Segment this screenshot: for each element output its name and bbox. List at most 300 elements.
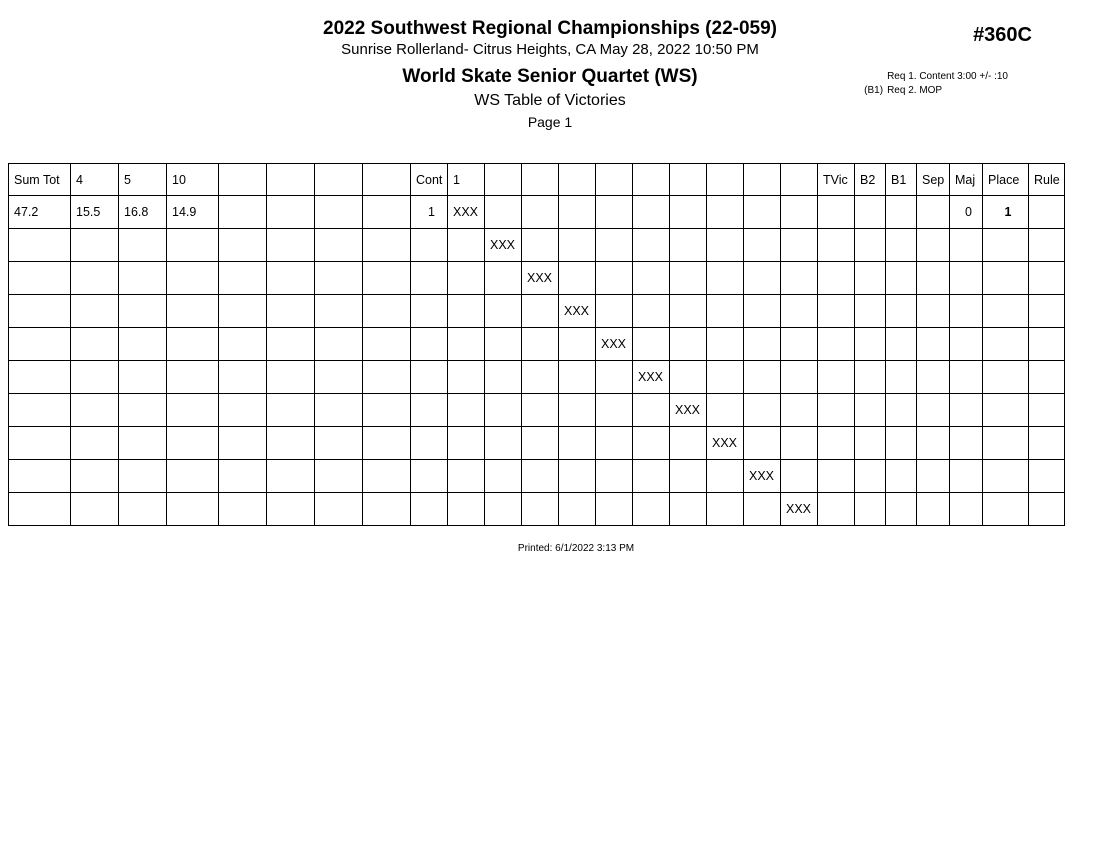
cell-place [983,493,1029,526]
cell-j10 [167,361,219,394]
cell-p3 [522,460,559,493]
column-header-rule: Rule [1029,164,1065,196]
cell-p1 [448,361,485,394]
column-header-cont: Cont [411,164,448,196]
cell-b2 [855,460,886,493]
cell-cont [411,229,448,262]
cell-p6 [633,328,670,361]
cell-j4 [71,460,119,493]
cell-p9 [744,328,781,361]
table-row [9,493,1065,526]
column-header-p4 [559,164,596,196]
cell-p2 [485,196,522,229]
cell-c5 [219,394,267,427]
requirement-line-1 [859,70,1008,84]
cell-c8 [363,229,411,262]
cell-j10 [167,328,219,361]
table-of-victories [8,163,1065,526]
cell-sep [917,460,950,493]
column-header-p5 [596,164,633,196]
competition-title: 2022 Southwest Regional Championships (22-059) [323,18,777,39]
cell-maj [950,229,983,262]
cell-cont [411,328,448,361]
cell-p3 [522,328,559,361]
cell-place [983,295,1029,328]
cell-c6 [267,295,315,328]
cell-p5 [596,196,633,229]
page-label: Page 1 [527,114,573,130]
cell-tvic [818,262,855,295]
column-header-c5 [219,164,267,196]
cell-rule [1029,196,1065,229]
cell-sum_tot [9,262,71,295]
cell-maj [950,262,983,295]
cell-c7 [315,295,363,328]
cell-p1 [448,427,485,460]
cell-p10 [781,196,818,229]
cell-j10 [167,493,219,526]
cell-c6 [267,328,315,361]
cell-place [983,328,1029,361]
cell-c8 [363,328,411,361]
cell-j10 [167,295,219,328]
cell-p10 [781,394,818,427]
cell-p10 [781,427,818,460]
column-header-j4: 4 [71,164,119,196]
cell-c5 [219,229,267,262]
cell-p3 [522,394,559,427]
cell-c5 [219,196,267,229]
cell-j4 [71,229,119,262]
cell-c8 [363,196,411,229]
cell-p8 [707,460,744,493]
table-row [9,262,1065,295]
cell-rule [1029,427,1065,460]
cell-rule [1029,460,1065,493]
cell-p7 [670,460,707,493]
cell-c5 [219,493,267,526]
cell-j5 [119,361,167,394]
cell-j5 [119,262,167,295]
cell-cont [411,493,448,526]
cell-b1 [886,328,917,361]
cell-j4 [71,493,119,526]
cell-c5 [219,460,267,493]
cell-rule [1029,361,1065,394]
cell-p9 [744,493,781,526]
cell-cont [411,460,448,493]
cell-p2 [485,328,522,361]
cell-maj: 0 [950,196,983,229]
cell-p1 [448,460,485,493]
cell-p5 [596,262,633,295]
cell-j4: 15.5 [71,196,119,229]
cell-p7: XXX [670,394,707,427]
cell-p7 [670,196,707,229]
cell-p1 [448,295,485,328]
requirement-1-text: Req 1. Content 3:00 +/- :10 [887,71,1008,82]
cell-tvic [818,493,855,526]
cell-b2 [855,262,886,295]
column-header-c7 [315,164,363,196]
cell-p9 [744,262,781,295]
cell-p5 [596,493,633,526]
cell-cont [411,361,448,394]
cell-p4 [559,493,596,526]
cell-p2 [485,493,522,526]
cell-sum_tot [9,229,71,262]
cell-p5 [596,460,633,493]
cell-rule [1029,394,1065,427]
cell-p4 [559,460,596,493]
cell-p7 [670,361,707,394]
column-header-p10 [781,164,818,196]
cell-p5 [596,394,633,427]
cell-sep [917,229,950,262]
cell-tvic [818,460,855,493]
column-header-sep: Sep [917,164,950,196]
cell-b2 [855,427,886,460]
cell-c8 [363,493,411,526]
cell-maj [950,427,983,460]
cell-b1 [886,427,917,460]
cell-c8 [363,295,411,328]
cell-maj [950,460,983,493]
cell-p10 [781,295,818,328]
column-header-j5: 5 [119,164,167,196]
column-header-p9 [744,164,781,196]
printed-footer [0,543,1100,554]
cell-p6 [633,493,670,526]
cell-b1 [886,196,917,229]
cell-p2 [485,427,522,460]
cell-c6 [267,229,315,262]
cell-p1 [448,328,485,361]
cell-p4 [559,394,596,427]
cell-c6 [267,394,315,427]
requirements-block [859,70,1008,98]
cell-sep [917,427,950,460]
cell-c8 [363,460,411,493]
report-subtitle: WS Table of Victories [474,92,626,109]
cell-sep [917,262,950,295]
cell-c8 [363,361,411,394]
table-row [9,460,1065,493]
cell-j10 [167,460,219,493]
table-row [9,394,1065,427]
cell-c7 [315,229,363,262]
cell-rule [1029,229,1065,262]
cell-j10 [167,427,219,460]
heat-number: #360C [973,24,1032,46]
cell-p7 [670,493,707,526]
cell-c6 [267,361,315,394]
cell-p6 [633,427,670,460]
cell-p6 [633,262,670,295]
column-header-p1: 1 [448,164,485,196]
cell-b1 [886,295,917,328]
cell-p10 [781,229,818,262]
table-row [9,229,1065,262]
column-header-sum_tot: Sum Tot [9,164,71,196]
cell-p7 [670,262,707,295]
column-header-p6 [633,164,670,196]
column-header-p2 [485,164,522,196]
cell-p6 [633,229,670,262]
cell-j5 [119,394,167,427]
cell-c7 [315,196,363,229]
cell-p1 [448,493,485,526]
cell-p10: XXX [781,493,818,526]
cell-place [983,361,1029,394]
cell-j5 [119,427,167,460]
cell-p6 [633,196,670,229]
cell-p1 [448,262,485,295]
column-header-p3 [522,164,559,196]
cell-c6 [267,262,315,295]
cell-j4 [71,295,119,328]
cell-c6 [267,460,315,493]
cell-c5 [219,262,267,295]
cell-p7 [670,229,707,262]
cell-p5 [596,229,633,262]
cell-p8 [707,262,744,295]
cell-maj [950,394,983,427]
cell-c7 [315,328,363,361]
cell-place [983,394,1029,427]
cell-p5 [596,295,633,328]
cell-p1: XXX [448,196,485,229]
cell-rule [1029,328,1065,361]
cell-maj [950,361,983,394]
cell-sep [917,295,950,328]
cell-sum_tot: 47.2 [9,196,71,229]
cell-p7 [670,328,707,361]
cell-sep [917,493,950,526]
cell-p3 [522,493,559,526]
cell-p10 [781,361,818,394]
cell-b1 [886,460,917,493]
cell-j5 [119,229,167,262]
cell-p2 [485,295,522,328]
cell-b2 [855,196,886,229]
cell-p6: XXX [633,361,670,394]
column-header-c8 [363,164,411,196]
cell-c7 [315,361,363,394]
cell-j4 [71,262,119,295]
cell-p9 [744,196,781,229]
cell-tvic [818,394,855,427]
table-of-victories-wrapper [8,163,1061,526]
cell-c5 [219,427,267,460]
cell-p2 [485,394,522,427]
cell-j5 [119,328,167,361]
cell-sep [917,328,950,361]
column-header-p8 [707,164,744,196]
cell-rule [1029,262,1065,295]
cell-c7 [315,262,363,295]
cell-p3 [522,229,559,262]
cell-b1 [886,229,917,262]
table-header-row [9,164,1065,196]
cell-p5 [596,427,633,460]
cell-p8 [707,196,744,229]
cell-maj [950,295,983,328]
cell-c5 [219,328,267,361]
requirement-2-prefix: (B1) [864,85,884,96]
cell-j5: 16.8 [119,196,167,229]
cell-place [983,229,1029,262]
cell-b1 [886,394,917,427]
column-header-b2: B2 [855,164,886,196]
column-header-c6 [267,164,315,196]
table-row [9,295,1065,328]
cell-p2 [485,262,522,295]
cell-c8 [363,427,411,460]
cell-b2 [855,295,886,328]
cell-p8 [707,493,744,526]
cell-j5 [119,295,167,328]
cell-p4 [559,427,596,460]
cell-c7 [315,427,363,460]
cell-place [983,460,1029,493]
column-header-p7 [670,164,707,196]
cell-place: 1 [983,196,1029,229]
cell-j10 [167,394,219,427]
cell-sum_tot [9,295,71,328]
cell-tvic [818,427,855,460]
table-row [9,361,1065,394]
cell-p4 [559,229,596,262]
cell-p10 [781,328,818,361]
cell-p4 [559,328,596,361]
cell-b1 [886,262,917,295]
column-header-maj: Maj [950,164,983,196]
cell-c6 [267,196,315,229]
cell-c5 [219,295,267,328]
cell-p4 [559,361,596,394]
cell-b2 [855,394,886,427]
cell-p9 [744,394,781,427]
table-row [9,196,1065,229]
cell-p9 [744,361,781,394]
cell-sep [917,394,950,427]
cell-j10: 14.9 [167,196,219,229]
cell-sum_tot [9,460,71,493]
cell-rule [1029,493,1065,526]
cell-sum_tot [9,427,71,460]
cell-p9 [744,295,781,328]
cell-b1 [886,361,917,394]
cell-b2 [855,493,886,526]
cell-p3: XXX [522,262,559,295]
cell-j10 [167,229,219,262]
table-row [9,427,1065,460]
cell-c7 [315,493,363,526]
cell-p8 [707,328,744,361]
cell-c7 [315,460,363,493]
cell-sep [917,196,950,229]
cell-p7 [670,427,707,460]
cell-c8 [363,262,411,295]
cell-sep [917,361,950,394]
cell-place [983,427,1029,460]
cell-p8 [707,361,744,394]
cell-p9 [744,427,781,460]
cell-tvic [818,328,855,361]
cell-j4 [71,427,119,460]
cell-p10 [781,262,818,295]
cell-place [983,262,1029,295]
requirement-line-2 [859,84,1008,98]
venue-line: Sunrise Rollerland- Citrus Heights, CA May 28, 2022 10:50 PM [341,41,759,58]
column-header-place: Place [983,164,1029,196]
cell-p5: XXX [596,328,633,361]
cell-p4: XXX [559,295,596,328]
cell-p2: XXX [485,229,522,262]
cell-p6 [633,394,670,427]
cell-tvic [818,229,855,262]
cell-cont: 1 [411,196,448,229]
cell-tvic [818,361,855,394]
requirement-2-text: Req 2. MOP [887,85,943,96]
cell-p8 [707,394,744,427]
cell-j4 [71,328,119,361]
cell-p6 [633,295,670,328]
cell-c8 [363,394,411,427]
column-header-b1: B1 [886,164,917,196]
cell-j10 [167,262,219,295]
column-header-tvic: TVic [818,164,855,196]
cell-p4 [559,262,596,295]
column-header-j10: 10 [167,164,219,196]
cell-p1 [448,394,485,427]
cell-p9: XXX [744,460,781,493]
cell-p4 [559,196,596,229]
cell-maj [950,493,983,526]
cell-sum_tot [9,394,71,427]
cell-cont [411,427,448,460]
cell-tvic [818,196,855,229]
cell-p8 [707,295,744,328]
cell-tvic [818,295,855,328]
cell-cont [411,262,448,295]
cell-rule [1029,295,1065,328]
cell-j5 [119,493,167,526]
cell-sum_tot [9,361,71,394]
cell-c7 [315,394,363,427]
cell-p3 [522,196,559,229]
cell-cont [411,295,448,328]
cell-c6 [267,493,315,526]
cell-c6 [267,427,315,460]
cell-p2 [485,361,522,394]
cell-b2 [855,328,886,361]
cell-p3 [522,361,559,394]
cell-p6 [633,460,670,493]
cell-b1 [886,493,917,526]
cell-p10 [781,460,818,493]
event-title: World Skate Senior Quartet (WS) [402,66,698,87]
cell-p7 [670,295,707,328]
cell-c5 [219,361,267,394]
cell-p1 [448,229,485,262]
cell-b2 [855,361,886,394]
cell-sum_tot [9,493,71,526]
cell-j5 [119,460,167,493]
cell-p8 [707,229,744,262]
cell-maj [950,328,983,361]
